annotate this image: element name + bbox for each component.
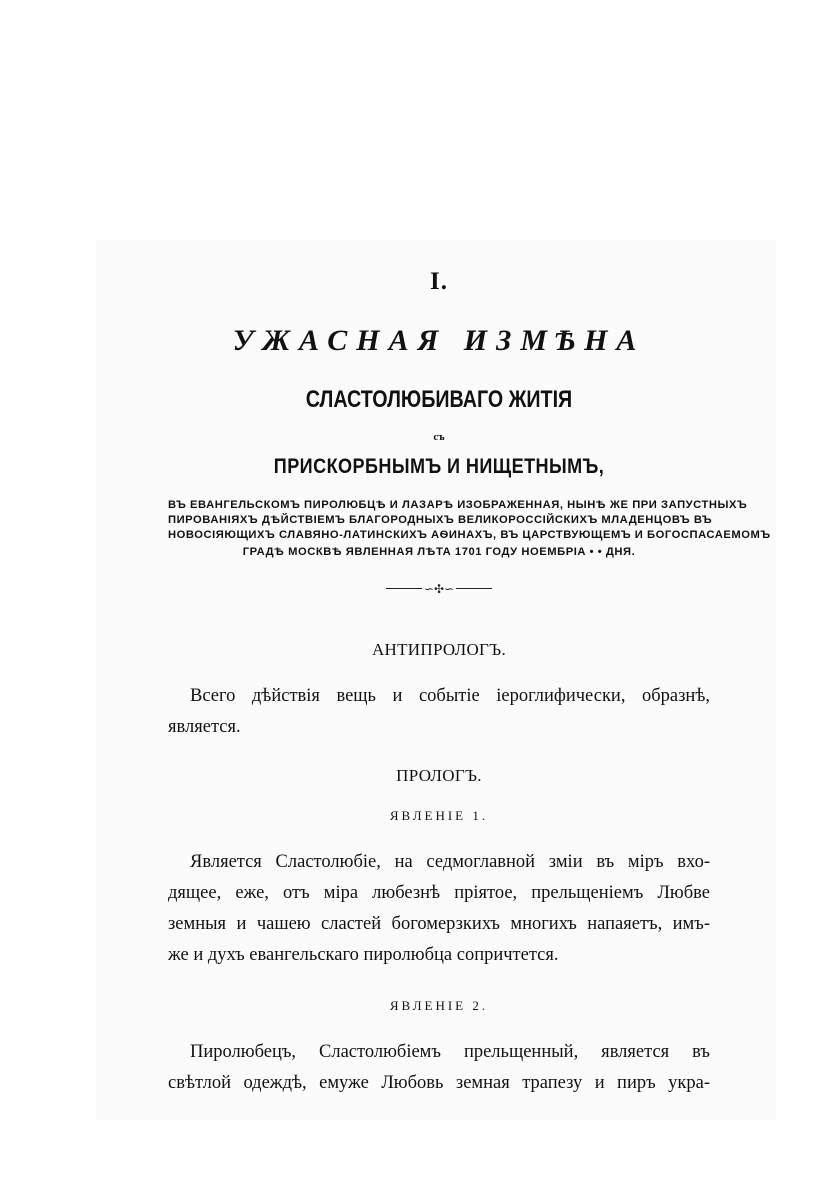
- title-description-line: ВЪ ЕВАНГЕЛЬСКОМЪ ПИРОЛЮБЦѢ И ЛАЗАРѢ ИЗОБРАЖЕННАЯ, НЫНѢ ЖЕ ПРИ ЗАПУСТНЫХЪ: [168, 499, 748, 511]
- scene-1-paragraph: [168, 847, 710, 971]
- paragraph-line: является.: [168, 716, 241, 737]
- paragraph-line: Пиролюбецъ, Сластолюбіемъ прельщенный, является въ: [190, 1041, 710, 1062]
- book-page: [168, 268, 771, 1099]
- title-third-line: ПРИСКОРБНЫМЪ И НИЩЕТНЫМЪ,: [273, 455, 605, 478]
- title-description-line: ПИРОВАНІЯХЪ ДѢЙСТВІЕМЪ БЛАГОРОДНЫХЪ ВЕЛИКОРОССІЙСКИХЪ МЛАДЕНЦОВЪ ВЪ: [168, 514, 713, 526]
- paragraph-line: земныя и чашею сластей богомерзкихъ многихъ напаяетъ, имъ-: [168, 913, 710, 934]
- paragraph-line: Является Сластолюбіе, на седмоглавной зміи въ міръ вхо-: [190, 851, 710, 872]
- title-description: [168, 498, 771, 543]
- antiprologue-paragraph: [168, 681, 710, 743]
- title-main: УЖАСНАЯ ИЗМѢНА: [232, 324, 646, 357]
- divider-rule: [386, 588, 422, 589]
- scene-1-heading: ЯВЛЕНІЕ 1.: [389, 807, 489, 823]
- divider-rule: [456, 588, 492, 589]
- title-description-last-line: ГРАДѢ МОСКВѢ ЯВЛЕННАЯ ЛѢТА 1701 ГОДУ НОЕМБРІА • • ДНЯ.: [242, 546, 636, 558]
- antiprologue-heading: АНТИПРОЛОГЪ.: [371, 639, 507, 659]
- paragraph-line: же и духъ евангельскаго пиролюбца сопричтется.: [168, 944, 559, 965]
- paragraph-line: Всего дѣйствія вещь и событіе іероглифически, образнѣ,: [190, 685, 710, 706]
- chapter-number: I.: [430, 268, 448, 295]
- paragraph-line: свѣтлой одеждѣ, емуже Любовь земная трапезу и пиръ укра-: [168, 1072, 710, 1093]
- paragraph-line: дящее, еже, отъ міра любезнѣ пріятое, прельщеніемъ Любве: [168, 882, 710, 903]
- prologue-heading: ПРОЛОГЪ.: [396, 765, 482, 785]
- ornament-glyph: ∽✣∽: [423, 581, 455, 596]
- title-connector: съ: [433, 431, 445, 443]
- ornament-divider: [168, 582, 710, 595]
- scene-2-heading: ЯВЛЕНІЕ 2.: [389, 997, 489, 1013]
- title-description-line: НОВОСІЯЮЩИХЪ СЛАВЯНО-ЛАТИНСКИХЪ АѲИНАХЪ, ВЪ ЦАРСТВУЮЩЕМЪ И БОГОСПАСАЕМОМЪ: [168, 529, 771, 541]
- title-subtitle: СЛАСТОЛЮБИВАГО ЖИТІЯ: [305, 386, 573, 413]
- scene-2-paragraph: [168, 1037, 710, 1099]
